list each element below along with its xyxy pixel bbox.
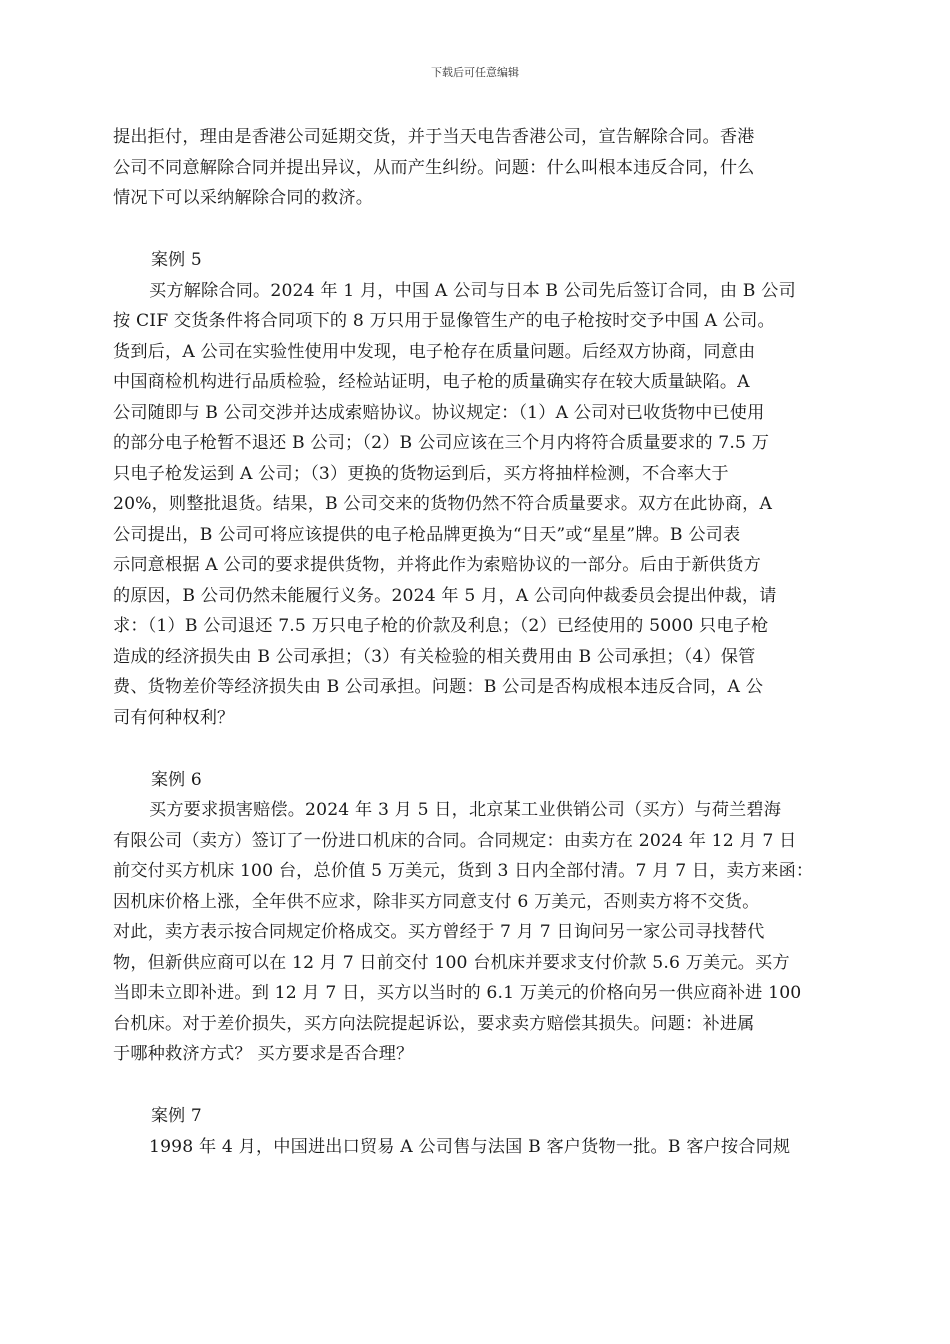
text-line: 买方要求损害赔偿。2024 年 3 月 5 日，北京某工业供销公司（买方）与荷兰碧海 <box>149 800 782 820</box>
text-line: 公司提出，B 公司可将应该提供的电子枪品牌更换为“日天”或“星星”牌。B 公司表 <box>113 524 741 545</box>
text-line: 公司随即与 B 公司交涉并达成索赔协议。协议规定：（1）A 公司对已收货物中已使用 <box>113 402 765 423</box>
text-line: 费、货物差价等经济损失由 B 公司承担。问题：B 公司是否构成根本违反合同，A 公 <box>113 677 764 697</box>
text-line: 中国商检机构进行品质检验，经检站证明，电子枪的质量确实存在较大质量缺陷。A <box>113 372 750 392</box>
text-line: 按 CIF 交货条件将合同项下的 8 万只用于显像管生产的电子枪按时交予中国 A 公司。 <box>113 311 775 331</box>
page-header: 下载后可任意编辑 <box>431 66 519 79</box>
case5-paragraph <box>113 276 841 734</box>
text-line: 有限公司（卖方）签订了一份进口机床的合同。合同规定：由卖方在 2024 年 12 月 7 日 <box>113 830 797 851</box>
text-line: 前交付买方机床 100 台，总价值 5 万美元，货到 3 日内全部付清。7 月 7 日，卖方来函： <box>113 861 814 881</box>
text-line: 于哪种救济方式？ 买方要求是否合理？ <box>113 1044 414 1064</box>
text-line: 司有何种权利？ <box>113 707 235 728</box>
text-line: 台机床。对于差价损失，买方向法院提起诉讼，要求卖方赔偿其损失。问题：补进属 <box>113 1013 755 1034</box>
text-line: 1998 年 4 月，中国进出口贸易 A 公司售与法国 B 客户货物一批。B 客户按合同规 <box>149 1136 791 1157</box>
text-line: 提出拒付，理由是香港公司延期交货，并于当天电告香港公司，宣告解除合同。香港 <box>113 127 755 147</box>
text-line: 对此，卖方表示按合同规定价格成交。买方曾经于 7 月 7 日询问另一家公司寻找替代 <box>113 922 765 942</box>
document-body <box>113 122 841 1162</box>
text-line: 买方解除合同。2024 年 1 月，中国 A 公司与日本 B 公司先后签订合同，由 B 公司 <box>149 280 796 301</box>
text-line: 求：（1）B 公司退还 7.5 万只电子枪的价款及利息；（2）已经使用的 5000 只电子枪 <box>113 616 769 636</box>
case6-paragraph <box>113 795 841 1070</box>
case5-heading: 案例 5 <box>151 250 202 270</box>
text-line: 示同意根据 A 公司的要求提供货物，并将此作为索赔协议的一部分。后由于新供货方 <box>113 555 761 575</box>
case7-paragraph <box>113 1132 841 1163</box>
text-line: 因机床价格上涨，全年供不应求，除非买方同意支付 6 万美元，否则卖方将不交货。 <box>113 891 760 912</box>
text-line: 的部分电子枪暂不退还 B 公司；（2）B 公司应该在三个月内将符合质量要求的 7.5 万 <box>113 433 770 453</box>
case6-heading: 案例 6 <box>151 769 202 790</box>
text-line: 只电子枪发运到 A 公司；（3）更换的货物运到后，买方将抽样检测，不合率大于 <box>113 463 729 484</box>
text-line: 货到后，A 公司在实验性使用中发现，电子枪存在质量问题。后经双方协商，同意由 <box>113 341 756 362</box>
text-line: 情况下可以采纳解除合同的救济。 <box>113 188 374 208</box>
text-line: 公司不同意解除合同并提出异议，从而产生纠纷。问题：什么叫根本违反合同，什么 <box>113 157 755 178</box>
text-line: 的原因，B 公司仍然未能履行义务。2024 年 5 月，A 公司向仲裁委员会提出仲裁，请 <box>113 585 777 606</box>
intro-paragraph <box>113 122 841 214</box>
text-line: 造成的经济损失由 B 公司承担；（3）有关检验的相关费用由 B 公司承担；（4）保管 <box>113 646 756 667</box>
case7-heading: 案例 7 <box>151 1106 202 1126</box>
text-line: 物，但新供应商可以在 12 月 7 日前交付 100 台机床并要求支付价款 5.6 万美元。买方 <box>113 952 790 973</box>
text-line: 20%，则整批退货。结果，B 公司交来的货物仍然不符合质量要求。双方在此协商，A <box>113 494 773 514</box>
text-line: 当即未立即补进。到 12 月 7 日，买方以当时的 6.1 万美元的价格向另一供应商补进 100 <box>113 983 802 1003</box>
